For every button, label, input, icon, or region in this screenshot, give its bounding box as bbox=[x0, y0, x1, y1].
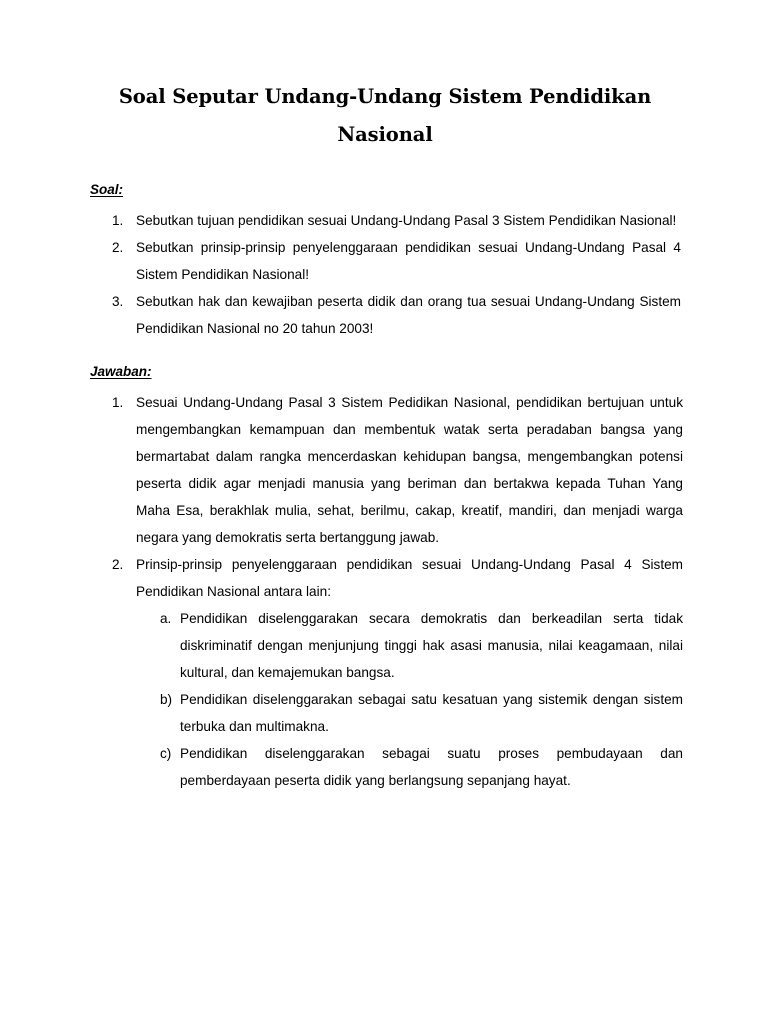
sublist-item-text: Pendidikan diselenggarakan sebagai satu kesatuan yang sistemik dengan sistem terbuka dan multimakna. bbox=[180, 692, 683, 734]
list-item bbox=[90, 288, 680, 342]
answers-heading: Jawaban: bbox=[90, 364, 152, 379]
page-title: Soal Seputar Undang-Undang Sistem Pendidikan Nasional bbox=[118, 85, 652, 146]
list-marker: 2. bbox=[112, 557, 124, 572]
list-marker: 2. bbox=[112, 240, 124, 255]
list-item-text: Sebutkan tujuan pendidikan sesuai Undang-Undang Pasal 3 Sistem Pendidikan Nasional! bbox=[136, 213, 677, 228]
list-item bbox=[136, 686, 683, 740]
answers-list bbox=[90, 389, 683, 794]
list-marker: 1. bbox=[112, 395, 124, 410]
list-item bbox=[136, 605, 683, 686]
list-item-text: Sebutkan hak dan kewajiban peserta didik dan orang tua sesuai Undang-Undang Sistem Pendidikan Nasional no 20 tahun 2003! bbox=[136, 294, 681, 336]
list-marker: 3. bbox=[112, 294, 124, 309]
list-item-text: Sebutkan prinsip-prinsip penyelenggaraan pendidikan sesuai Undang-Undang Pasal 4 Sistem Pendidikan Nasional! bbox=[136, 240, 681, 282]
list-item bbox=[136, 740, 683, 794]
answers-sublist bbox=[136, 605, 683, 794]
document-content bbox=[90, 78, 683, 794]
list-item bbox=[90, 551, 683, 794]
list-item-text: Sesuai Undang-Undang Pasal 3 Sistem Pedidikan Nasional, pendidikan bertujuan untuk mengembangkan kemampuan dan membentuk watak serta peradaban bangsa yang bermartabat dalam rangka mencerdaskan kehidupan bangsa, mengembangkan potensi peserta didik agar menjadi manusia yang beriman dan bertakwa kepada Tuhan Yang Maha Esa, berakhlak mulia, sehat, berilmu, cakap, kreatif, mandiri, dan menjadi warga negara yang demokratis serta bertanggung jawab. bbox=[136, 395, 683, 545]
sublist-marker: b) bbox=[160, 692, 173, 707]
list-item-text: Prinsip-prinsip penyelenggaraan pendidikan sesuai Undang-Undang Pasal 4 Sistem Pendidikan Nasional antara lain: bbox=[136, 557, 683, 599]
sublist-marker: a. bbox=[160, 611, 172, 626]
questions-section bbox=[90, 181, 680, 342]
answers-section bbox=[90, 363, 683, 794]
questions-list bbox=[90, 207, 680, 342]
list-item bbox=[90, 234, 680, 288]
sublist-marker: c) bbox=[160, 746, 172, 761]
sublist-item-text: Pendidikan diselenggarakan secara demokratis dan berkeadilan serta tidak diskriminatif dengan menjunjung tinggi hak asasi manusia, nilai keagamaan, nilai kultural, dan kemajemukan bangsa. bbox=[180, 611, 683, 680]
questions-heading: Soal: bbox=[90, 182, 124, 197]
list-marker: 1. bbox=[112, 213, 124, 228]
sublist-item-text: Pendidikan diselenggarakan sebagai suatu proses pembudayaan dan pemberdayaan peserta didik yang berlangsung sepanjang hayat. bbox=[180, 746, 683, 788]
list-item bbox=[90, 207, 680, 234]
list-item bbox=[90, 389, 683, 551]
